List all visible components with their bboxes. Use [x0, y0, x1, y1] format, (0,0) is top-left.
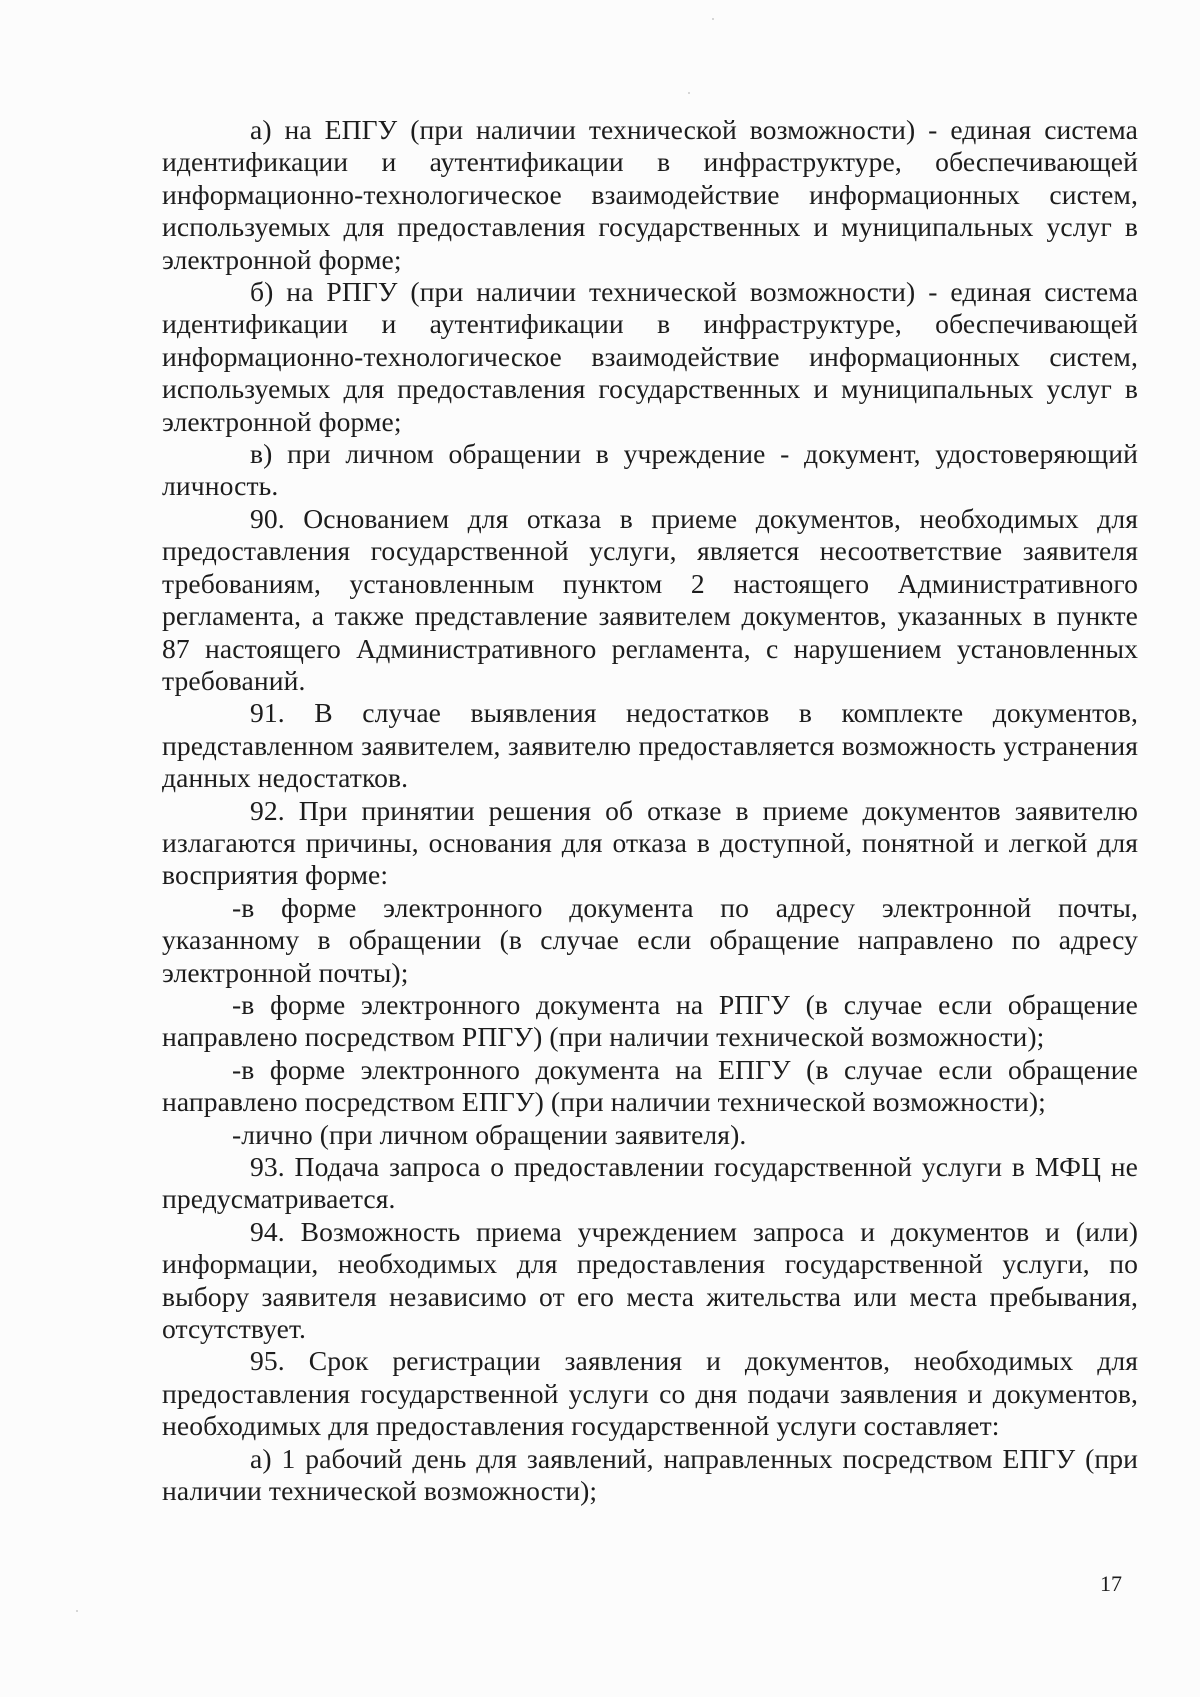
scan-speck — [712, 18, 714, 20]
scan-speck — [76, 1610, 78, 1612]
paragraph-93: 93. Подача запроса о предоставлении государственной услуги в МФЦ не предусматривается. — [162, 1151, 1138, 1215]
paragraph-b-rpgu: б) на РПГУ (при наличии технической возможности) - единая система идентификации и аутентификации в инфраструктуре, обеспечивающей информационно-технологическое взаимодействие информационных систем, используемых для предоставления государственных и муниципальных услуг в электронной форме; — [162, 276, 1138, 437]
paragraph-95: 95. Срок регистрации заявления и документов, необходимых для предоставления государственной услуги со дня подачи заявления и документов, необходимых для предоставления государственной услуги составляет: — [162, 1345, 1138, 1442]
paragraph-92-personal: -лично (при личном обращении заявителя). — [232, 1118, 747, 1150]
paragraph-91: 91. В случае выявления недостатков в комплекте документов, представленном заявителем, заявителю предоставляется возможность устранения данных недостатков. — [162, 697, 1138, 794]
paragraph-94: 94. Возможность приема учреждением запроса и документов и (или) информации, необходимых для предоставления государственной услуги, по выбору заявителя независимо от его места жительства или места пребывания, отсутствует. — [162, 1215, 1138, 1345]
paragraph-c-personal: в) при личном обращении в учреждение - документ, удостоверяющий личность. — [162, 438, 1138, 502]
scan-speck — [688, 92, 690, 94]
paragraph-92: 92. При принятии решения об отказе в приеме документов заявителю излагаются причины, основания для отказа в доступной, понятной и легкой для восприятия форме: — [162, 794, 1138, 891]
paragraph-92-epgu: -в форме электронного документа на ЕПГУ (в случае если обращение направлено посредством ЕПГУ) (при наличии технической возможности); — [162, 1053, 1138, 1118]
paragraph-92-email: -в форме электронного документа по адресу электронной почты, указанному в обращении (в случае если обращение направлено по адресу электронной почты); — [162, 891, 1138, 988]
paragraph-a-epgu: а) на ЕПГУ (при наличии технической возможности) - единая система идентификации и аутентификации в инфраструктуре, обеспечивающей информационно-технологическое взаимодействие информационных систем, используемых для предоставления государственных и муниципальных услуг в электронной форме; — [162, 114, 1138, 275]
paragraph-92-rpgu: -в форме электронного документа на РПГУ (в случае если обращение направлено посредством РПГУ) (при наличии технической возможности); — [162, 988, 1138, 1053]
paragraph-95-a: а) 1 рабочий день для заявлений, направленных посредством ЕПГУ (при наличии технической возможности); — [162, 1442, 1138, 1507]
paragraph-90: 90. Основанием для отказа в приеме документов, необходимых для предоставления государственной услуги, является несоответствие заявителя требованиям, установленным пунктом 2 настоящего Административного регламента, а также представление заявителем документов, указанных в пункте 87 настоящего Административного регламента, с нарушением установленных требований. — [162, 502, 1138, 696]
page-number: 17 — [1100, 1571, 1122, 1596]
document-body — [162, 114, 1138, 1507]
